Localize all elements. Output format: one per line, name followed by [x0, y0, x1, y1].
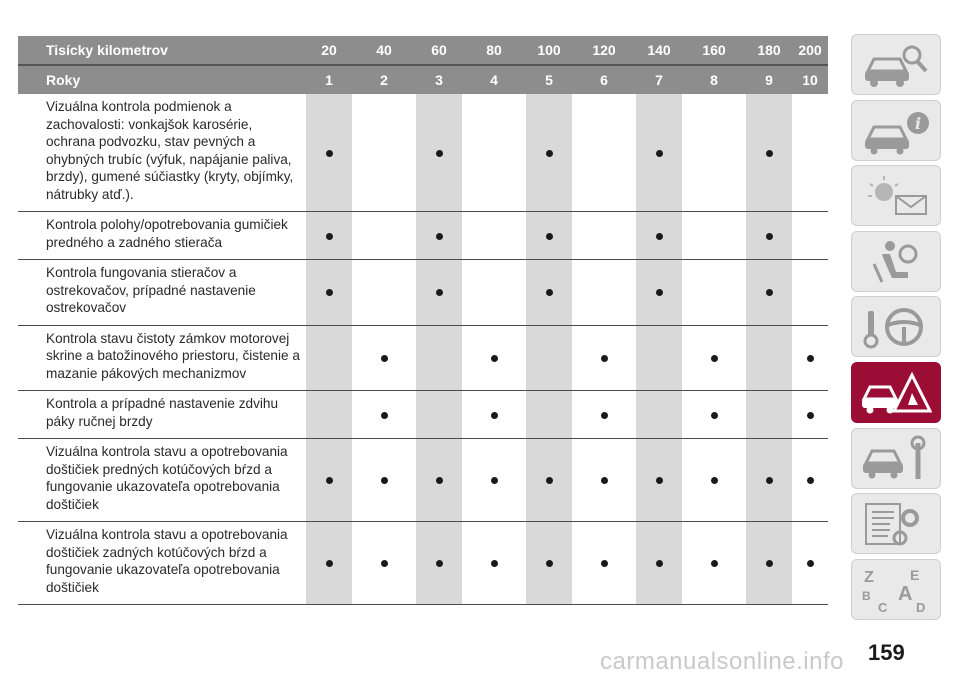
interval-cell [462, 260, 526, 326]
interval-dot [766, 289, 773, 296]
tab-emergency[interactable] [851, 362, 941, 423]
interval-cell [352, 391, 416, 439]
alpha-letter: C [878, 599, 888, 614]
interval-cell [416, 391, 462, 439]
interval-cell [682, 439, 746, 522]
interval-cell [526, 325, 572, 391]
interval-cell [636, 439, 682, 522]
interval-cell [792, 522, 828, 605]
interval-cell [682, 522, 746, 605]
interval-dot [436, 233, 443, 240]
interval-dot [656, 477, 663, 484]
km-cell: 180 [746, 36, 792, 65]
interval-cell [416, 212, 462, 260]
interval-cell [572, 260, 636, 326]
interval-cell [526, 522, 572, 605]
interval-dot [326, 477, 333, 484]
interval-cell [792, 439, 828, 522]
tab-specifications[interactable] [851, 493, 941, 554]
interval-dot [656, 233, 663, 240]
interval-cell [746, 325, 792, 391]
interval-cell [746, 391, 792, 439]
header-km-row [18, 36, 828, 65]
interval-cell [636, 522, 682, 605]
interval-cell [792, 260, 828, 326]
interval-cell [572, 391, 636, 439]
interval-dot [807, 477, 814, 484]
airbag-seat-icon [860, 238, 932, 286]
interval-cell [526, 439, 572, 522]
interval-dot [656, 560, 663, 567]
interval-dot [381, 412, 388, 419]
table-row [18, 325, 828, 391]
row-description: Kontrola polohy/opotrebovania gumičiek predného a zadného stierača [18, 212, 306, 260]
tab-index[interactable] [851, 559, 941, 620]
watermark: carmanualsonline.info [600, 648, 844, 675]
interval-cell [416, 325, 462, 391]
alpha-letter: B [862, 588, 871, 603]
year-cell: 6 [572, 65, 636, 94]
interval-cell [526, 212, 572, 260]
interval-cell [462, 522, 526, 605]
interval-cell [306, 439, 352, 522]
interval-cell [792, 325, 828, 391]
interval-cell [746, 439, 792, 522]
header-km-label: Tisícky kilometrov [18, 36, 306, 65]
interval-dot [436, 560, 443, 567]
interval-dot [491, 355, 498, 362]
km-cell: 40 [352, 36, 416, 65]
interval-dot [326, 233, 333, 240]
table-body [18, 94, 828, 605]
interval-cell [352, 212, 416, 260]
interval-dot [766, 560, 773, 567]
interval-cell [352, 439, 416, 522]
row-description: Vizuálna kontrola podmienok a zachovalosti: vonkajšok karosérie, ochrana podvozku, stav pevných a ohybných trubíc (výfuk, napájanie paliva, brzdy), gumené súčiastky (kryty, objímky, nátrubky atď.). [18, 94, 306, 212]
interval-cell [792, 212, 828, 260]
alpha-letter: Z [864, 568, 874, 586]
interval-cell [682, 325, 746, 391]
interval-cell [352, 325, 416, 391]
tab-car-search[interactable] [851, 34, 941, 95]
car-info-icon [860, 107, 932, 155]
header-years-row [18, 65, 828, 94]
table-row [18, 212, 828, 260]
interval-cell [306, 325, 352, 391]
tab-car-info[interactable] [851, 100, 941, 161]
interval-cell [636, 212, 682, 260]
interval-cell [636, 260, 682, 326]
table-row [18, 260, 828, 326]
interval-dot [766, 477, 773, 484]
interval-cell [572, 94, 636, 212]
year-cell: 10 [792, 65, 828, 94]
interval-cell [636, 391, 682, 439]
interval-cell [352, 94, 416, 212]
interval-cell [306, 260, 352, 326]
key-steering-wheel-icon [860, 303, 932, 351]
interval-cell [462, 391, 526, 439]
interval-cell [682, 212, 746, 260]
interval-cell [462, 325, 526, 391]
maintenance-table [18, 36, 828, 605]
interval-dot [546, 233, 553, 240]
interval-cell [416, 260, 462, 326]
interval-cell [636, 325, 682, 391]
interval-cell [746, 94, 792, 212]
interval-cell [682, 260, 746, 326]
interval-dot [546, 560, 553, 567]
car-search-icon [860, 41, 932, 89]
alpha-letter: A [898, 582, 913, 605]
alpha-letter: E [910, 566, 920, 583]
interval-cell [746, 212, 792, 260]
interval-dot [491, 412, 498, 419]
tab-starting-driving[interactable] [851, 296, 941, 357]
interval-dot [807, 560, 814, 567]
interval-cell [526, 94, 572, 212]
interval-dot [601, 412, 608, 419]
page-number: 159 [868, 640, 905, 665]
interval-dot [326, 289, 333, 296]
km-cell: 80 [462, 36, 526, 65]
warning-light-message-icon [860, 172, 932, 220]
car-wrench-icon [860, 435, 932, 483]
interval-dot [381, 477, 388, 484]
interval-dot [711, 560, 718, 567]
interval-dot [601, 355, 608, 362]
year-cell: 3 [416, 65, 462, 94]
interval-dot [436, 477, 443, 484]
tab-safety[interactable] [851, 231, 941, 292]
specs-gear-icon [860, 500, 932, 548]
km-cell: 140 [636, 36, 682, 65]
tab-maintenance[interactable] [851, 428, 941, 489]
interval-cell [416, 522, 462, 605]
interval-cell [416, 94, 462, 212]
km-cell: 20 [306, 36, 352, 65]
interval-cell [792, 391, 828, 439]
interval-cell [462, 439, 526, 522]
svg-text:i: i [914, 113, 922, 133]
year-cell: 9 [746, 65, 792, 94]
interval-cell [462, 212, 526, 260]
year-cell: 1 [306, 65, 352, 94]
year-cell: 7 [636, 65, 682, 94]
km-cell: 200 [792, 36, 828, 65]
interval-cell [792, 94, 828, 212]
interval-cell [636, 94, 682, 212]
row-description: Kontrola fungovania stieračov a ostrekovačov, prípadné nastavenie ostrekovačov [18, 260, 306, 326]
interval-dot [546, 150, 553, 157]
year-cell: 5 [526, 65, 572, 94]
row-description: Vizuálna kontrola stavu a opotrebovania doštičiek zadných kotúčových bŕzd a fungovanie ukazovateľa opotrebovania doštičiek [18, 522, 306, 605]
table-row [18, 439, 828, 522]
km-cell: 60 [416, 36, 462, 65]
interval-dot [766, 233, 773, 240]
sidebar-tabs [851, 34, 941, 624]
interval-dot [601, 560, 608, 567]
km-cell: 160 [682, 36, 746, 65]
interval-dot [326, 560, 333, 567]
interval-cell [306, 391, 352, 439]
header-years-label: Roky [18, 65, 306, 94]
interval-cell [572, 325, 636, 391]
interval-dot [381, 560, 388, 567]
table-row [18, 94, 828, 212]
interval-cell [526, 260, 572, 326]
year-cell: 8 [682, 65, 746, 94]
car-crash-warning-icon [860, 369, 932, 417]
km-cell: 100 [526, 36, 572, 65]
interval-cell [306, 94, 352, 212]
interval-cell [682, 94, 746, 212]
interval-dot [436, 289, 443, 296]
interval-dot [601, 477, 608, 484]
interval-cell [462, 94, 526, 212]
interval-cell [682, 391, 746, 439]
interval-cell [526, 391, 572, 439]
interval-cell [416, 439, 462, 522]
interval-cell [746, 260, 792, 326]
interval-dot [656, 289, 663, 296]
alpha-letter: D [916, 599, 926, 614]
interval-dot [491, 560, 498, 567]
interval-cell [306, 212, 352, 260]
interval-dot [711, 477, 718, 484]
interval-cell [746, 522, 792, 605]
interval-dot [656, 150, 663, 157]
interval-dot [326, 150, 333, 157]
interval-dot [491, 477, 498, 484]
interval-dot [766, 150, 773, 157]
interval-dot [436, 150, 443, 157]
interval-dot [711, 355, 718, 362]
interval-cell [572, 522, 636, 605]
interval-dot [546, 289, 553, 296]
alphabet-index-icon [860, 566, 932, 614]
year-cell: 2 [352, 65, 416, 94]
interval-cell [306, 522, 352, 605]
year-cell: 4 [462, 65, 526, 94]
row-description: Kontrola a prípadné nastavenie zdvihu páky ručnej brzdy [18, 391, 306, 439]
interval-cell [352, 522, 416, 605]
interval-dot [546, 477, 553, 484]
km-cell: 120 [572, 36, 636, 65]
interval-dot [807, 355, 814, 362]
interval-dot [711, 412, 718, 419]
interval-cell [572, 439, 636, 522]
tab-warning-lights[interactable] [851, 165, 941, 226]
row-description: Vizuálna kontrola stavu a opotrebovania doštičiek predných kotúčových bŕzd a fungovanie ukazovateľa opotrebovania doštičiek [18, 439, 306, 522]
interval-dot [381, 355, 388, 362]
table-row [18, 391, 828, 439]
table-row [18, 522, 828, 605]
interval-cell [352, 260, 416, 326]
interval-dot [807, 412, 814, 419]
interval-cell [572, 212, 636, 260]
row-description: Kontrola stavu čistoty zámkov motorovej skrine a batožinového priestoru, čistenie a mazanie pákových mechanizmov [18, 325, 306, 391]
